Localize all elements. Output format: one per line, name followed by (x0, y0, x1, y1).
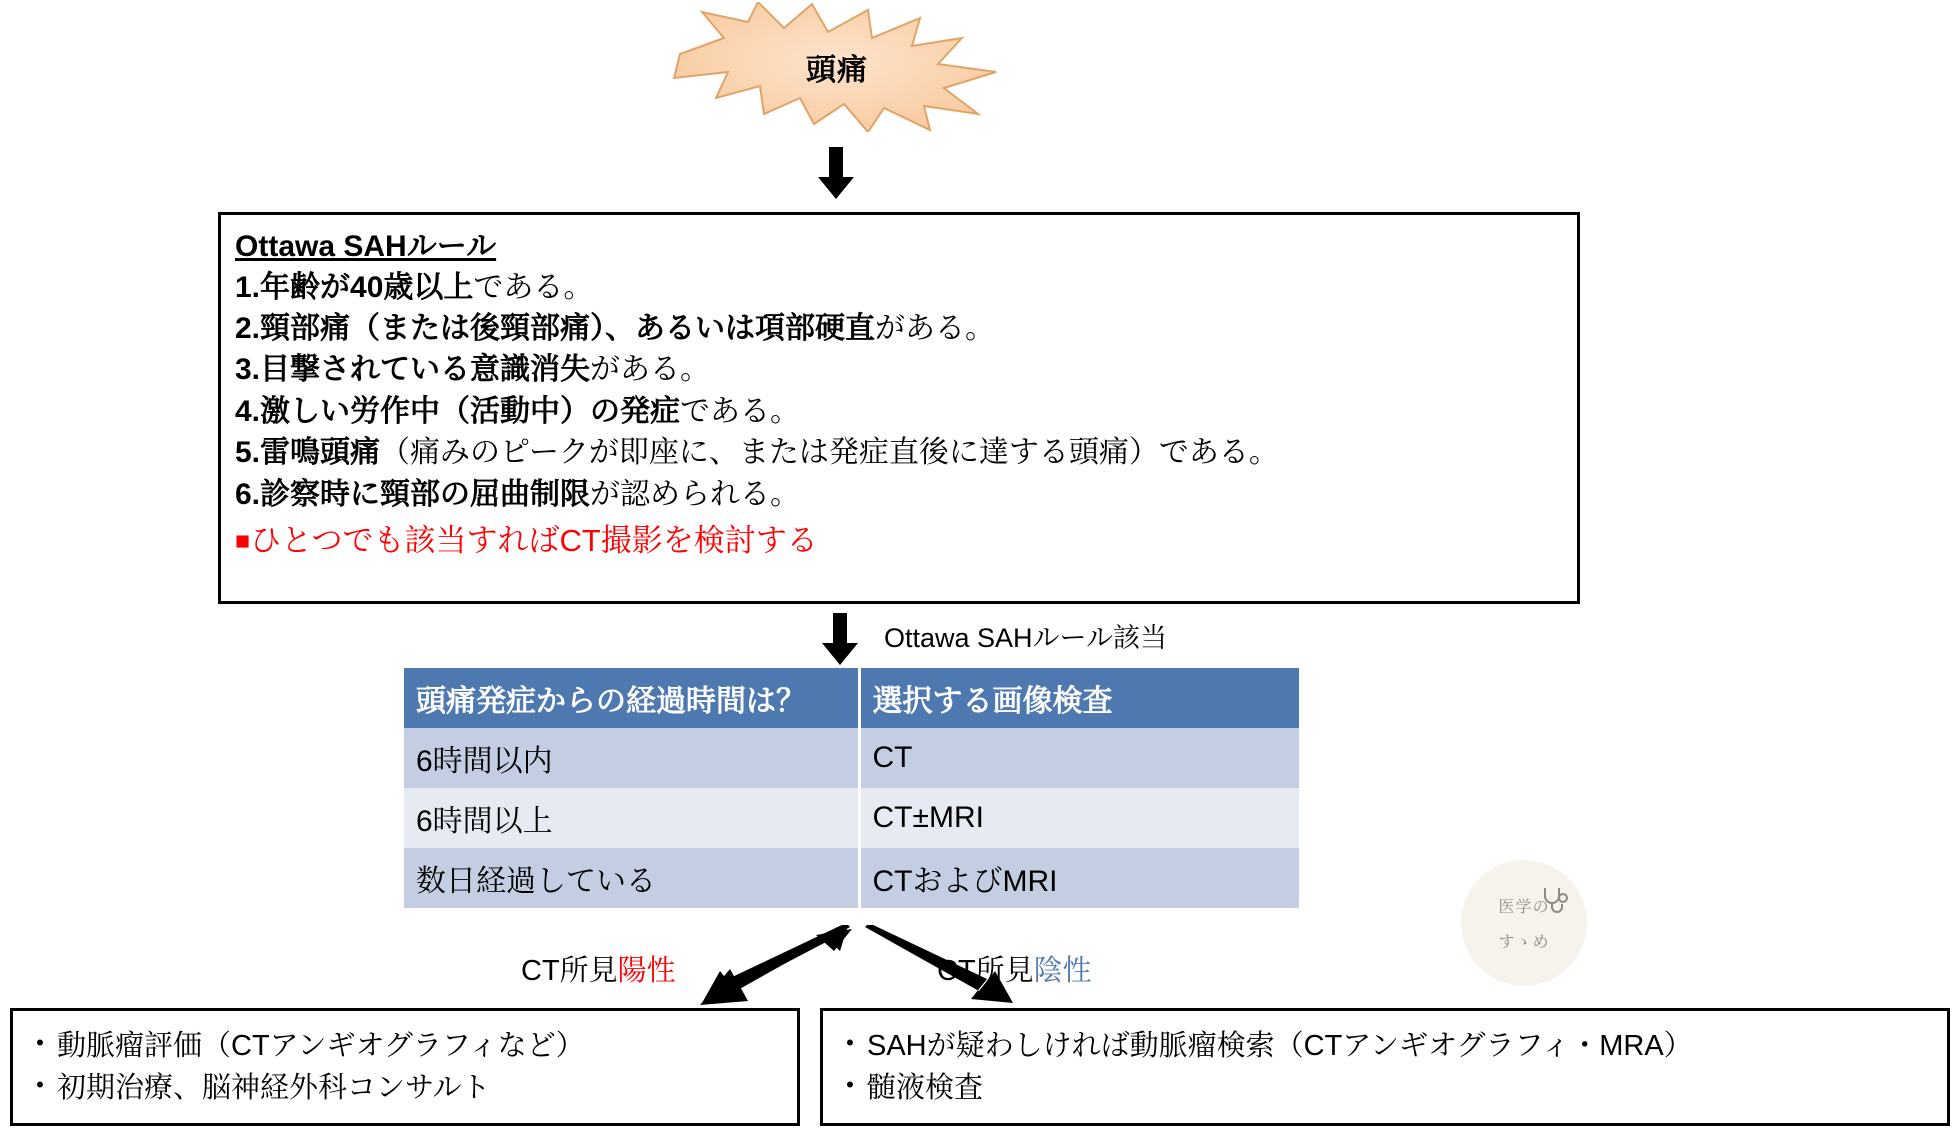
starburst-label: 頭痛 (806, 54, 868, 87)
watermark-line1: 医学の (1498, 899, 1550, 916)
headache-starburst (672, 2, 1002, 132)
rule-item-strong: 4.激しい労作中（活動中）の発症 (235, 394, 681, 428)
ottawa-sah-rule-box (218, 212, 1580, 604)
rule-item-rest: である。 (473, 270, 594, 304)
list-item-label: SAHが疑わしければ動脈瘤検索（CTアンギオグラフィ・MRA） (867, 1030, 1693, 1062)
rule-item-strong: 2.頸部痛（または後頸部痛）、あるいは項部硬直 (235, 311, 876, 345)
table-header-imaging: 選択する画像検査 (859, 668, 1299, 728)
branch-label-negative (937, 948, 1092, 989)
rule-box-note (235, 519, 1577, 564)
bullet-icon: • (36, 1072, 44, 1098)
table-cell-time: 6時間以内 (404, 728, 859, 788)
branch-label-positive-highlight: 陽性 (617, 955, 676, 987)
result-box-negative (820, 1008, 1950, 1126)
table-row (404, 728, 1299, 788)
list-item-label: 動脈瘤評価（CTアンギオグラフィなど） (57, 1030, 585, 1062)
list-item-label: 髄液検査 (867, 1072, 984, 1105)
bullet-icon: • (36, 1030, 44, 1055)
rule-item-strong: 5.雷鳴頭痛 (235, 436, 381, 470)
arrow-down-to-rules (816, 147, 856, 195)
table-row (404, 788, 1299, 848)
list-item (23, 1025, 787, 1067)
rule-item-rest: （痛みのピークが即座に、または発症直後に達する頭痛）である。 (380, 436, 1279, 470)
table-cell-imaging: CT±MRI (859, 788, 1299, 848)
rule-item-rest: である。 (680, 394, 801, 428)
stethoscope-icon (1541, 886, 1569, 921)
list-item (833, 1067, 1937, 1109)
rule-item (235, 432, 1577, 473)
rule-item-rest: がある。 (590, 353, 711, 387)
branch-label-negative-prefix: CT所見 (937, 955, 1034, 987)
bullet-icon: • (846, 1030, 854, 1055)
rule-item (235, 474, 1577, 515)
rule-box-title: Ottawa SAHルール (235, 230, 497, 263)
result-box-positive (10, 1008, 800, 1126)
list-item (833, 1025, 1937, 1067)
rule-item-strong: 6.診察時に頸部の屈曲制限 (235, 477, 591, 511)
rule-item (235, 267, 1577, 308)
rule-item (235, 391, 1577, 432)
arrow-down-to-table (820, 613, 860, 661)
rule-item (235, 349, 1577, 390)
rule-item-strong: 1.年齢が40歳以上 (235, 270, 474, 304)
bullet-icon: • (846, 1072, 854, 1098)
table-cell-time: 6時間以上 (404, 788, 859, 848)
arrow-label-rule-applies: Ottawa SAHルール該当 (884, 623, 1168, 653)
branch-label-negative-highlight: 陰性 (1033, 955, 1092, 987)
note-marker-icon: ■ (235, 526, 251, 555)
watermark-line2: すゝめ (1498, 934, 1550, 951)
table-header-time: 頭痛発症からの経過時間は？ (404, 668, 859, 728)
table-row (404, 848, 1299, 908)
note-text: ひとつでも該当すればCT撮影を検討する (250, 522, 818, 558)
watermark-logo (1461, 860, 1587, 986)
imaging-selection-table (404, 668, 1299, 908)
rule-item-rest: が認められる。 (590, 477, 801, 511)
table-cell-imaging: CT (859, 728, 1299, 788)
list-item-label: 初期治療、脳神経外科コンサルト (57, 1072, 491, 1105)
rule-item (235, 308, 1577, 349)
branch-label-positive (521, 948, 676, 989)
table-header-row (404, 668, 1299, 728)
table-cell-time: 数日経過している (404, 848, 859, 908)
arrow-branch-positive (700, 925, 860, 1005)
rule-item-strong: 3.目撃されている意識消失 (235, 353, 591, 387)
table-cell-imaging: CTおよびMRI (859, 848, 1299, 908)
list-item (23, 1067, 787, 1109)
branch-label-positive-prefix: CT所見 (521, 955, 618, 987)
rule-item-rest: がある。 (875, 311, 996, 345)
